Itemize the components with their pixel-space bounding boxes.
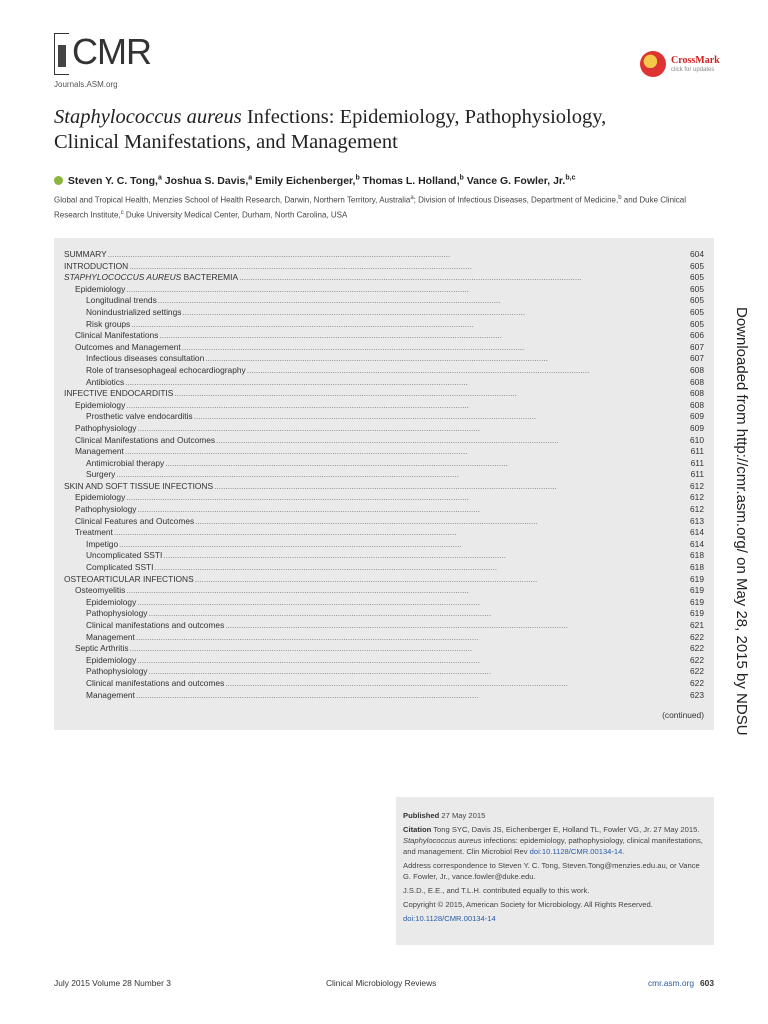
toc-continued: (continued) [662,710,704,720]
toc-leader-dots [108,249,689,261]
toc-entry-page: 608 [690,399,704,410]
toc-entry[interactable] [64,458,704,470]
citation-italic: Staphylococcus aureus [403,836,482,845]
toc-entry[interactable] [64,400,704,412]
toc-leader-dots [136,690,689,702]
toc-entry-label [64,666,147,678]
toc-entry-label-text: Epidemiology [75,399,126,410]
affil-part2: ; Division of Infectious Diseases, Department of Medicine, [413,195,619,205]
toc-leader-dots [137,597,689,609]
toc-entry-page: 605 [690,295,704,306]
toc-entry-label-text: Clinical Features and Outcomes [75,515,195,526]
toc-entry-page: 605 [690,318,704,329]
author-affiliation-sup: a [157,174,162,181]
toc-entry-label [64,585,125,597]
toc-entry-page: 605 [690,306,704,317]
affil-sup3: c [120,209,124,216]
toc-list [64,249,704,701]
toc-entry-page: 618 [690,550,704,561]
toc-entry-label-text: INFECTIVE ENDOCARDITIS [64,388,174,399]
toc-entry-label-text: Pathophysiology [86,608,148,619]
toc-entry-label-text: Complicated SSTI [86,562,154,573]
toc-entry-label-text: Clinical manifestations and outcomes [86,677,225,688]
toc-entry-page: 622 [690,643,704,654]
toc-leader-dots [126,492,689,504]
toc-entry-page: 605 [690,260,704,271]
toc-leader-dots [137,504,689,516]
toc-entry-label-text: Impetigo [86,538,119,549]
toc-leader-dots [148,666,689,678]
toc-entry-label [64,261,128,273]
journal-logo [54,31,151,95]
contribution-note: J.S.D., E.E., and T.L.H. contributed equally to this work. [403,886,590,895]
toc-leader-dots [116,469,689,481]
footer-page-number: 603 [700,978,714,988]
crossmark-sublabel: click for updates [671,67,715,73]
author-affiliation-sup: b [459,174,464,181]
affil-part1: Global and Tropical Health, Menzies School of Health Research, Darwin, Northern Territory, Australia [54,195,411,205]
toc-entry-label-text: Nonindustrialized settings [86,306,182,317]
toc-entry-label [64,319,130,331]
publication-info-box [396,797,714,945]
toc-entry-label-text: BACTEREMIA [181,272,239,283]
toc-entry-label-text: SUMMARY [64,249,107,259]
toc-entry-page: 614 [690,538,704,549]
toc-entry-label [64,527,113,539]
toc-entry-page: 619 [690,596,704,607]
toc-leader-dots [214,481,689,493]
toc-entry-page: 612 [690,480,704,491]
toc-entry-page: 610 [690,434,704,445]
toc-entry[interactable] [64,423,704,435]
toc-entry-page: 605 [690,283,704,294]
toc-entry-label-text: Treatment [75,527,113,538]
toc-entry-label-text: Longitudinal trends [86,295,157,306]
footer-journal: Clinical Microbiology Reviews [326,978,437,988]
toc-entry-page: 605 [690,272,704,283]
toc-leader-dots [130,643,689,655]
author-name: Vance G. Fowler, Jr. [466,174,566,187]
toc-entry-label [64,469,115,481]
toc-entry[interactable] [64,319,704,331]
toc-leader-dots [247,365,689,377]
toc-entry[interactable] [64,608,704,620]
toc-entry-page: 607 [690,341,704,352]
footer-issue: July 2015 Volume 28 Number 3 [54,978,171,988]
toc-entry-label [64,655,136,667]
toc-entry-label-text: Septic Arthritis [75,643,129,654]
toc-entry-label-text: Infectious diseases consultation [86,353,205,364]
toc-entry-label-text: Risk groups [86,318,131,329]
download-note [733,307,759,777]
author-list [54,174,734,187]
toc-entry-label-text: Management [86,689,135,700]
toc-entry-page: 618 [690,562,704,573]
toc-entry-page: 622 [690,631,704,642]
logo-mark-icon [58,45,66,67]
toc-entry[interactable] [64,249,704,261]
toc-leader-dots [158,295,689,307]
author-name: Emily Eichenberger, [255,174,356,187]
toc-entry-label-text: Clinical manifestations and outcomes [86,620,225,630]
toc-entry-label [64,342,181,354]
toc-leader-dots [136,632,689,644]
toc-leader-dots [148,608,689,620]
toc-entry-page: 611 [690,469,704,480]
toc-leader-dots [239,272,689,284]
toc-entry-page: 622 [690,677,704,688]
toc-leader-dots [137,655,689,667]
toc-entry-page: 606 [690,330,704,341]
article-title [54,105,704,155]
crossmark-label: CrossMark [671,55,720,66]
toc-entry[interactable] [64,690,704,702]
affil-sup2: b [618,195,622,201]
toc-entry[interactable] [64,284,704,296]
toc-entry-label-text: Pathophysiology [75,504,137,515]
toc-entry-label-text: Epidemiology [86,654,137,665]
toc-entry-label [64,678,224,690]
toc-entry-label-text: Uncomplicated SSTI [86,550,163,561]
toc-leader-dots [182,342,689,354]
crossmark-badge[interactable] [640,51,730,79]
toc-entry[interactable] [64,261,704,273]
citation-doi-link[interactable]: doi:10.1128/CMR.00134-14. [529,847,625,856]
footer-right [648,978,714,988]
title-italic: Staphylococcus aureus [54,106,242,128]
toc-entry[interactable] [64,562,704,574]
toc-entry-label [64,400,125,412]
toc-entry-page: 608 [690,376,704,387]
toc-entry-label-text: Clinical Manifestations [75,330,159,341]
toc-entry[interactable] [64,527,704,539]
toc-entry-label [64,620,224,632]
toc-entry-label [64,284,125,296]
toc-leader-dots [174,388,689,400]
toc-leader-dots [225,620,689,632]
affil-part4: Duke University Medical Center, Durham, North Carolina, USA [123,210,348,220]
toc-entry-label [64,504,136,516]
author-name: Steven Y. C. Tong, [67,174,158,187]
toc-entry-label [64,574,194,586]
toc-entry-label [64,481,213,493]
toc-entry[interactable] [64,272,704,284]
citation-text-b: infections: epidemiology, pathophysiology, clinical manifestations, and management. Clin Microbiol Rev [403,836,703,856]
toc-entry[interactable] [64,492,704,504]
toc-entry-label-text: Outcomes and Management [75,341,181,352]
toc-entry[interactable] [64,295,704,307]
toc-leader-dots [126,400,689,412]
toc-entry-label [64,539,118,551]
affil-sup1: a [410,195,414,201]
toc-entry-label-text: Antibiotics [86,376,125,387]
toc-entry-label [64,377,124,389]
toc-entry-page: 619 [690,608,704,619]
toc-leader-dots [182,307,689,319]
toc-entry-page: 621 [690,620,704,630]
toc-entry[interactable] [64,585,704,597]
toc-entry-label [64,272,238,284]
toc-leader-dots [126,284,689,296]
logo-url: Journals.ASM.org [54,80,118,89]
toc-leader-dots [129,261,689,273]
toc-entry-label [64,307,181,319]
toc-entry[interactable] [64,411,704,423]
toc-entry-label-text: Epidemiology [75,283,126,294]
toc-entry-label-text: Epidemiology [75,492,126,503]
logo-text: CMR [72,31,151,72]
toc-entry[interactable] [64,469,704,481]
toc-entry-label [64,435,215,447]
toc-entry[interactable] [64,574,704,586]
toc-entry[interactable] [64,353,704,365]
toc-entry-label [64,562,154,574]
toc-entry-label [64,550,162,562]
orcid-icon[interactable] [54,176,63,185]
toc-entry[interactable] [64,504,704,516]
toc-entry-label [64,632,135,644]
footer-url[interactable]: cmr.asm.org [647,978,695,988]
toc-entry-label [64,330,158,342]
toc-entry-label [64,446,124,458]
toc-entry-label-text: Role of transesophageal echocardiography [86,364,246,375]
toc-leader-dots [216,435,689,447]
toc-entry-label [64,492,125,504]
affiliations [54,192,722,221]
correspondence: Address correspondence to Steven Y. C. Tong, Steven.Tong@menzies.edu.au, or Vance G. Fowler, Jr., vance.fowler@duke.edu. [403,861,700,881]
toc-entry-page: 612 [690,504,704,515]
toc-entry-page: 609 [690,422,704,433]
toc-entry-page: 611 [690,446,704,457]
toc-entry[interactable] [64,446,704,458]
toc-entry[interactable] [64,539,704,551]
toc-leader-dots [114,527,689,539]
toc-entry-page: 613 [690,515,704,526]
toc-entry-page: 619 [690,573,704,584]
toc-entry-label [64,423,136,435]
toc-entry-label [64,411,193,423]
toc-entry-label [64,608,147,620]
toc-entry-page: 604 [690,249,704,259]
toc-entry[interactable] [64,307,704,319]
author-name: Joshua S. Davis, [164,174,249,187]
toc-entry-label-text: Surgery [86,469,116,480]
toc-entry[interactable] [64,597,704,609]
toc-entry-label [64,458,164,470]
toc-entry-label-text: Prosthetic valve endocarditis [86,411,193,422]
download-note-text: Downloaded from http://cmr.asm.org/ on May 28, 2015 by NDSU [733,307,750,736]
toc-entry-label [64,365,246,377]
toc-leader-dots [205,353,689,365]
toc-entry-label-text: Clinical Manifestations and Outcomes [75,434,216,445]
toc-entry-label-text: Management [75,446,124,457]
toc-entry-label [64,516,194,528]
toc-leader-dots [195,516,689,528]
toc-entry[interactable] [64,678,704,690]
toc-entry[interactable] [64,643,704,655]
doi-link[interactable]: doi:10.1128/CMR.00134-14 [403,914,496,923]
toc-entry-label-text: Antimicrobial therapy [86,457,165,468]
toc-leader-dots [131,319,689,331]
toc-entry[interactable] [64,365,704,377]
author-affiliation-sup: b,c [565,174,576,181]
toc-leader-dots [125,377,689,389]
toc-entry[interactable] [64,388,704,400]
toc-entry-label-text: Epidemiology [86,596,137,607]
published-label: Published [403,811,440,820]
toc-entry-page: 612 [690,492,704,503]
toc-entry-label [64,597,136,609]
toc-entry-page: 608 [690,364,704,375]
toc-entry[interactable] [64,550,704,562]
toc-entry-label [64,353,204,365]
affil-part3: and Duke Clinical Research Institute, [54,195,687,220]
toc-entry[interactable] [64,632,704,644]
toc-leader-dots [126,585,689,597]
toc-leader-dots [165,458,689,470]
toc-entry-label [64,690,135,702]
toc-leader-dots [194,411,689,423]
title-line2: Clinical Manifestations, and Management [54,131,398,153]
author-affiliation-sup: b [355,174,360,181]
toc-leader-dots [195,574,689,586]
toc-entry-page: 614 [690,527,704,538]
toc-entry-label-italic: STAPHYLOCOCCUS AUREUS [64,272,182,283]
toc-entry-label-text: OSTEOARTICULAR INFECTIONS [64,573,194,584]
toc-leader-dots [225,678,689,690]
toc-entry-label [64,249,107,261]
toc-entry-label-text: INTRODUCTION [64,260,129,271]
toc-leader-dots [159,330,689,342]
title-line1: Infections: Epidemiology, Pathophysiology, [241,106,607,128]
toc-entry[interactable] [64,481,704,493]
toc-entry-label-text: Management [86,631,135,642]
toc-entry-page: 609 [690,411,704,422]
toc-entry-label-text: Pathophysiology [86,666,148,677]
toc-entry[interactable] [64,377,704,389]
toc-entry[interactable] [64,655,704,667]
copyright: Copyright © 2015, American Society for Microbiology. All Rights Reserved. [403,900,653,909]
author-name: Thomas L. Holland, [362,174,460,187]
toc-entry-page: 607 [690,353,704,364]
toc-entry-label-text: Pathophysiology [75,422,137,433]
toc-entry-label [64,295,157,307]
toc-leader-dots [137,423,689,435]
toc-entry-label [64,388,173,400]
toc-leader-dots [125,446,690,458]
toc-entry-page: 622 [690,666,704,677]
toc-entry-page: 622 [690,654,704,665]
toc-entry[interactable] [64,342,704,354]
toc-entry[interactable] [64,516,704,528]
toc-entry[interactable] [64,666,704,678]
citation-text-a: Tong SYC, Davis JS, Eichenberger E, Holland TL, Fowler VG, Jr. 27 May 2015. [433,825,700,834]
toc-entry[interactable] [64,435,704,447]
toc-entry-page: 619 [690,585,704,596]
toc-entry-page: 608 [690,388,704,399]
toc-entry-page: 623 [690,689,704,700]
author-affiliation-sup: a [248,174,253,181]
table-of-contents [54,238,714,730]
toc-entry[interactable] [64,620,704,632]
toc-leader-dots [163,550,689,562]
toc-entry-label [64,643,129,655]
crossmark-icon [640,51,666,77]
toc-entry-label-text: Osteomyelitis [75,585,126,596]
toc-entry-page: 611 [690,457,704,468]
toc-entry[interactable] [64,330,704,342]
toc-leader-dots [119,539,689,551]
published-date: 27 May 2015 [441,811,486,820]
toc-entry-label-text: SKIN AND SOFT TISSUE INFECTIONS [64,480,214,491]
citation-label: Citation [403,825,432,834]
toc-leader-dots [155,562,690,574]
